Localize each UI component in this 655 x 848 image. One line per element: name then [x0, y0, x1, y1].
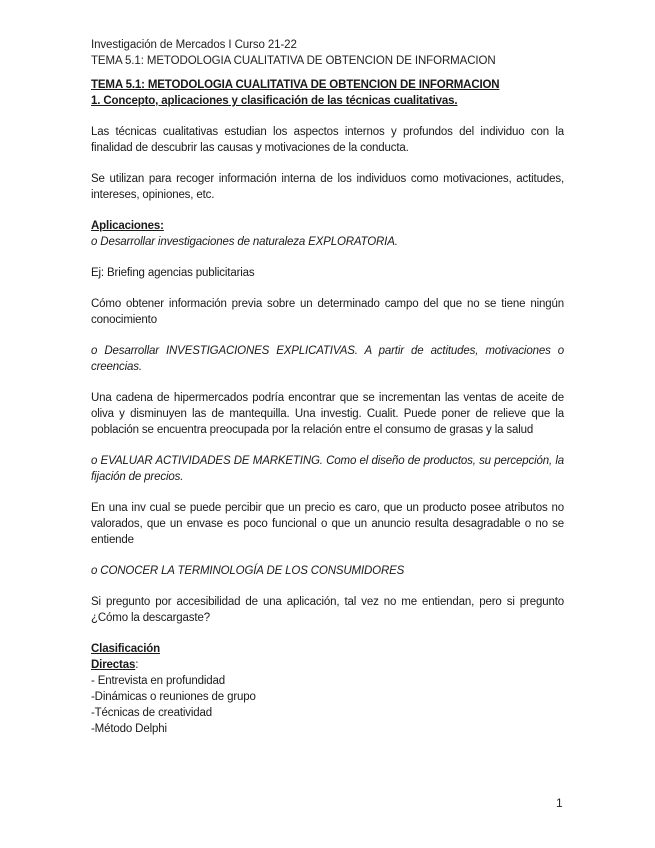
list-item: -Dinámicas o reuniones de grupo — [91, 691, 256, 703]
spacer — [91, 375, 564, 390]
running-header-topic: TEMA 5.1: METODOLOGIA CUALITATIVA DE OBTENCION DE INFORMACION — [91, 55, 496, 67]
paragraph-definition: Las técnicas cualitativas estudian los aspectos internos y profundos del individuo con la finalidad de descubrir las causas y motivaciones de la conducta. — [91, 126, 564, 154]
clasificacion-heading: Clasificación — [91, 643, 160, 655]
spacer — [91, 626, 564, 641]
directas-line — [91, 657, 564, 673]
spacer — [91, 203, 564, 218]
spacer — [91, 109, 564, 124]
spacer — [91, 579, 564, 594]
directas-label: Directas — [91, 659, 136, 671]
document-body — [91, 77, 564, 737]
spacer — [91, 281, 564, 296]
list-item: -Método Delphi — [91, 723, 167, 735]
spacer — [91, 485, 564, 500]
spacer — [91, 156, 564, 171]
spacer — [91, 250, 564, 265]
section-heading: 1. Concepto, aplicaciones y clasificación de las técnicas cualitativas. — [91, 95, 458, 107]
paragraph-accessibility-example: Si pregunto por accesibilidad de una aplicación, tal vez no me entiendan, pero si pregunto ¿Cómo la descargaste? — [91, 596, 564, 624]
paragraph-price-example: En una inv cual se puede percibir que un precio es caro, que un producto posee atributos no valorados, que un envase es poco funcional o que un anuncio resulta desagradable o no se entiende — [91, 502, 564, 546]
aplicaciones-heading: Aplicaciones: — [91, 220, 164, 232]
spacer — [91, 328, 564, 343]
application-item-exploratoria: o Desarrollar investigaciones de naturaleza EXPLORATORIA. — [91, 236, 398, 248]
document-title: TEMA 5.1: METODOLOGIA CUALITATIVA DE OBTENCION DE INFORMACION — [91, 79, 500, 91]
example-briefing: Ej: Briefing agencias publicitarias — [91, 267, 255, 279]
spacer — [91, 548, 564, 563]
page-number: 1 — [556, 796, 563, 810]
paragraph-previous-info: Cómo obtener información previa sobre un determinado campo del que no se tiene ningún conocimiento — [91, 298, 564, 326]
list-item: - Entrevista en profundidad — [91, 675, 226, 687]
running-header-course: Investigación de Mercados I Curso 21-22 — [91, 39, 297, 51]
directas-colon: : — [135, 659, 139, 671]
paragraph-usage: Se utilizan para recoger información interna de los individuos como motivaciones, actitudes, intereses, opiniones, etc. — [91, 173, 564, 201]
paragraph-hypermarket-example: Una cadena de hipermercados podría encontrar que se incrementan las ventas de aceite de oliva y disminuyen las de mantequilla. Una investig. Cualit. Puede poner de relieve que la población se encuentra preocupada por la relación entre el consumo de grasas y la salud — [91, 392, 564, 436]
application-item-explicativas: o Desarrollar INVESTIGACIONES EXPLICATIVAS. A partir de actitudes, motivaciones o creencias. — [91, 345, 564, 373]
spacer — [91, 438, 564, 453]
application-item-marketing: o EVALUAR ACTIVIDADES DE MARKETING. Como el diseño de productos, su percepción, la fijación de precios. — [91, 455, 564, 483]
application-item-terminologia: o CONOCER LA TERMINOLOGÍA DE LOS CONSUMIDORES — [91, 565, 405, 577]
list-item: -Técnicas de creatividad — [91, 707, 213, 719]
